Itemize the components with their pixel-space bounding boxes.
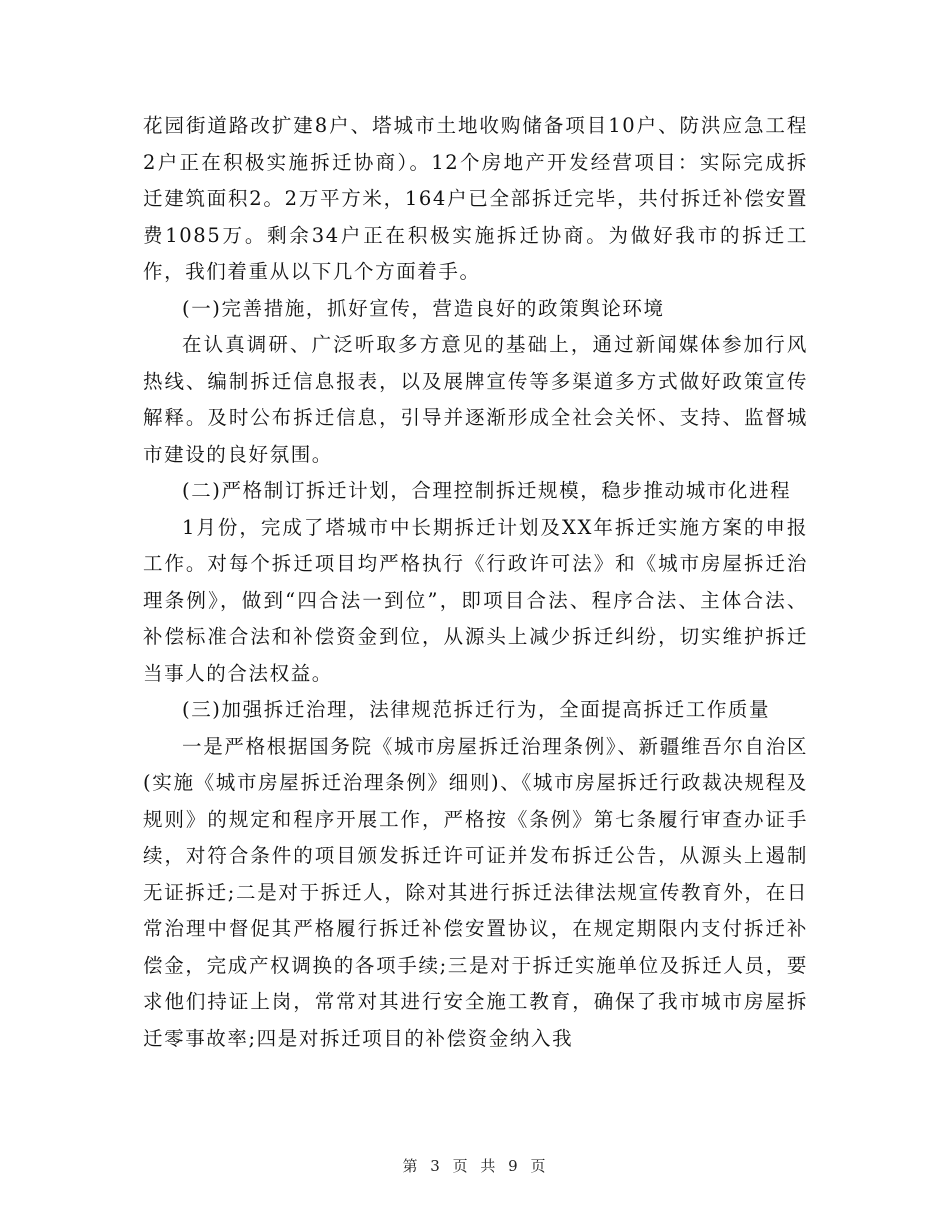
paragraph-1: 花园街道路改扩建8户、塔城市土地收购储备项目10户、防洪应急工程2户正在积极实施拆迁协商）。12个房地产开发经营项目：实际完成拆迁建筑面积2。2万平方米，164户已全部拆迁完毕，共付拆迁补偿安置费1085万。剩余34户正在积极实施拆迁协商。为做好我市的拆迁工作，我们着重从以下几个方面着手。 xyxy=(143,114,808,283)
section-heading-1: (一)完善措施，抓好宣传，营造良好的政策舆论环境 xyxy=(182,296,665,320)
paragraph-2: 在认真调研、广泛听取多方意见的基础上，通过新闻媒体参加行风热线、编制拆迁信息报表，以及展牌宣传等多渠道多方式做好政策宣传解释。及时公布拆迁信息，引导并逐渐形成全社会关怀、支持、监督城市建设的良好氛围。 xyxy=(143,333,808,466)
page-number-footer: 第 3 页 共 9 页 xyxy=(402,1157,548,1175)
section-heading-2: (二)严格制订拆迁计划，合理控制拆迁规模，稳步推动城市化进程 xyxy=(182,479,792,502)
paragraph-4: 一是严格根据国务院《城市房屋拆迁治理条例》、新疆维吾尔自治区(实施《城市房屋拆迁治理条例》细则)、《城市房屋拆迁行政裁决规程及规则》的规定和程序开展工作，严格按《条例》第七条履行审查办证手续，对符合条件的项目颁发拆迁许可证并发布拆迁公告，从源头上遏制无证拆迁;二是对于拆迁人，除对其进行拆迁法律法规宣传教育外，在日常治理中督促其严格履行拆迁补偿安置协议，在规定期限内支付拆迁补偿金，完成产权调换的各项手续;三是对于拆迁实施单位及拆迁人员，要求他们持证上岗，常常对其进行安全施工教育，确保了我市城市房屋拆迁零事故率;四是对拆迁项目的补偿资金纳入我 xyxy=(143,734,808,1050)
paragraph-3: 1月份，完成了塔城市中长期拆迁计划及XX年拆迁实施方案的申报工作。对每个拆迁项目均严格执行《行政许可法》和《城市房屋拆迁治理条例》，做到“四合法一到位”，即项目合法、程序合法、主体合法、补偿标准合法和补偿资金到位，从源头上减少拆迁纠纷，切实维护拆迁当事人的合法权益。 xyxy=(143,515,808,685)
document-body xyxy=(143,108,808,1057)
section-heading-3: (三)加强拆迁治理，法律规范拆迁行为，全面提高拆迁工作质量 xyxy=(182,698,771,721)
